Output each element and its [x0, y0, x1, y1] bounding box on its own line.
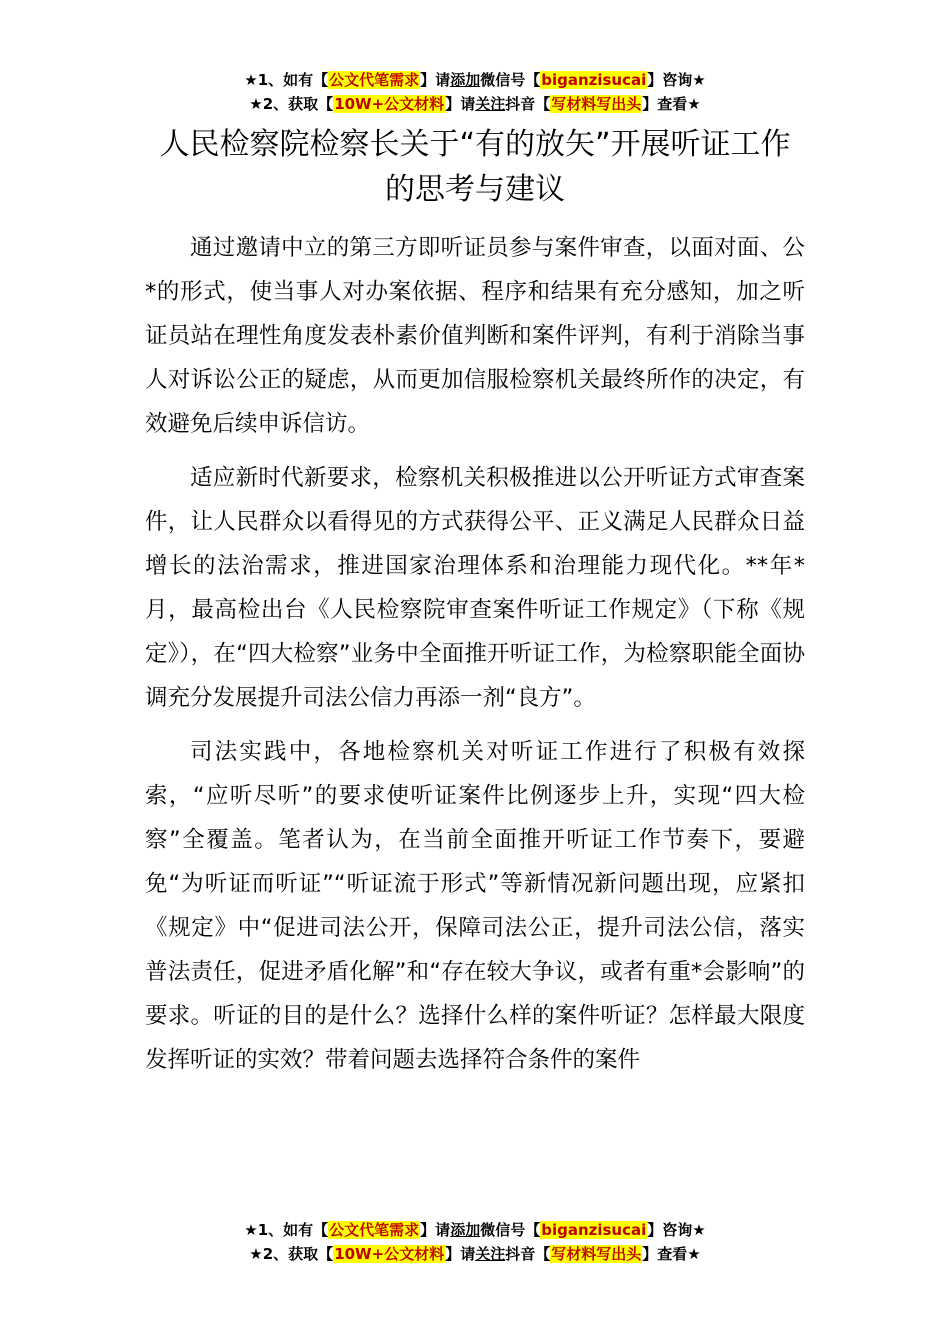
footer-highlight-wechat-id: biganzisucai	[541, 1221, 647, 1239]
banner-line-2-suffix: 】查看★	[642, 95, 701, 113]
footer-highlight-douyin: 写材料写出头	[551, 1245, 642, 1263]
banner-underline-add: 添加	[450, 71, 481, 89]
footer-highlight-ghostwriting: 公文代笔需求	[329, 1221, 420, 1239]
footer-underline-follow: 关注	[475, 1245, 506, 1263]
paragraph-3: 司法实践中，各地检察机关对听证工作进行了积极有效探索，“应听尽听”的要求使听证案件比例逐步上升，实现“四大检察”全覆盖。笔者认为，在当前全面推开听证工作节奏下，要避免“为听证而听证”“听证流于形式”等新情况新问题出现，应紧扣《规定》中“促进司法公开，保障司法公正，提升司法公信，落实普法责任，促进矛盾化解”和“存在较大争议，或者有重*会影响”的要求。听证的目的是什么？选择什么样的案件听证？怎样最大限度发挥听证的实效？带着问题去选择符合条件的案件	[145, 739, 805, 1073]
footer-banner	[0, 1218, 950, 1266]
banner-line-1-mid1: 】请	[420, 71, 451, 89]
paragraph-1: 通过邀请中立的第三方即听证员参与案件审查，以面对面、公*的形式，使当事人对办案依据、程序和结果有充分感知，加之听证员站在理性角度发表朴素价值判断和案件评判，有利于消除当事人对诉讼公正的疑虑，从而更加信服检察机关最终所作的决定，有效避免后续申诉信访。	[145, 235, 805, 437]
footer-highlight-materials: 10W+公文材料	[334, 1245, 445, 1263]
footer-line-2-prefix: ★2、获取【	[249, 1245, 334, 1263]
banner-underline-follow: 关注	[475, 95, 506, 113]
footer-line-1-prefix: ★1、如有【	[244, 1221, 329, 1239]
footer-underline-add: 添加	[450, 1221, 481, 1239]
banner-highlight-wechat-id: biganzisucai	[541, 71, 647, 89]
paragraph-2: 适应新时代新要求，检察机关积极推进以公开听证方式审查案件，让人民群众以看得见的方式获得公平、正义满足人民群众日益增长的法治需求，推进国家治理体系和治理能力现代化。**年*月，最高检出台《人民检察院审查案件听证工作规定》（下称《规定》），在“四大检察”业务中全面推开听证工作，为检察职能全面协调充分发展提升司法公信力再添一剂“良方”。	[145, 465, 805, 711]
banner-line-2	[0, 92, 950, 116]
banner-line-2-mid1: 】请	[445, 95, 476, 113]
footer-banner-line-2	[0, 1242, 950, 1266]
footer-line-1-mid1: 】请	[420, 1221, 451, 1239]
banner-highlight-ghostwriting: 公文代笔需求	[329, 71, 420, 89]
banner-line-2-prefix: ★2、获取【	[249, 95, 334, 113]
banner-highlight-materials: 10W+公文材料	[334, 95, 445, 113]
document-title: 人民检察院检察长关于“有的放矢”开展听证工作的思考与建议	[159, 127, 791, 207]
header-banner	[0, 68, 950, 116]
footer-line-1-suffix: 】咨询★	[647, 1221, 706, 1239]
banner-line-1-mid2: 微信号【	[480, 71, 541, 89]
footer-line-2-mid2: 抖音【	[505, 1245, 551, 1263]
footer-line-1-mid2: 微信号【	[480, 1221, 541, 1239]
footer-line-2-mid1: 】请	[445, 1245, 476, 1263]
document-body	[145, 226, 805, 1092]
footer-line-2-suffix: 】查看★	[642, 1245, 701, 1263]
footer-banner-line-1	[0, 1218, 950, 1242]
banner-line-1-suffix: 】咨询★	[647, 71, 706, 89]
banner-line-1	[0, 68, 950, 92]
banner-highlight-douyin: 写材料写出头	[551, 95, 642, 113]
banner-line-2-mid2: 抖音【	[505, 95, 551, 113]
banner-line-1-prefix: ★1、如有【	[244, 71, 329, 89]
